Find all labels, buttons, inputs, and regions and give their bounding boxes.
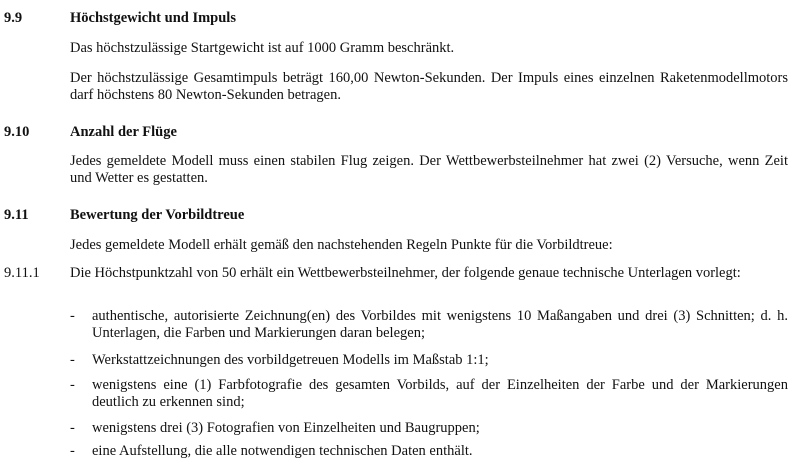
bullet-dash: - — [70, 352, 75, 368]
bullet-dash: - — [70, 443, 75, 459]
paragraph: Jedes gemeldete Modell muss einen stabilen Flug zeigen. Der Wettbewerbsteilnehmer hat zwei (2) Versuche, wenn Zeit und Wetter es gestatten. — [70, 153, 788, 186]
section-number: 9.9 — [4, 10, 23, 26]
section-title: Bewertung der Vorbildtreue — [70, 207, 245, 223]
list-item-text: eine Aufstellung, die alle notwendigen technischen Daten enthält. — [92, 443, 473, 459]
section-title: Höchstgewicht und Impuls — [70, 10, 236, 26]
subsection-intro: Die Höchstpunktzahl von 50 erhält ein Wettbewerbsteilnehmer, der folgende genaue technische Unterlagen vorlegt: — [70, 265, 741, 281]
paragraph: Der höchstzulässige Gesamtimpuls beträgt 160,00 Newton-Sekunden. Der Impuls eines einzelnen Raketenmodellmotors darf höchstens 80 Newton-Sekunden betragen. — [70, 70, 788, 103]
list-item-text: wenigstens eine (1) Farbfotografie des gesamten Vorbilds, auf der Einzelheiten der Farbe und der Markierungen deutlich zu erkennen sind; — [92, 377, 788, 410]
list-item-text: authentische, autorisierte Zeichnung(en) des Vorbildes mit wenigstens 10 Maßangaben und drei (3) Schnitten; d. h. Unterlagen, die Farben und Markierungen daran belegen; — [92, 308, 788, 341]
section-number: 9.10 — [4, 124, 30, 140]
section-title: Anzahl der Flüge — [70, 124, 177, 140]
bullet-dash: - — [70, 308, 75, 324]
subsection-number: 9.11.1 — [4, 265, 40, 281]
list-item-text: Werkstattzeichnungen des vorbildgetreuen Modells im Maßstab 1:1; — [92, 352, 489, 368]
bullet-dash: - — [70, 420, 75, 436]
paragraph: Jedes gemeldete Modell erhält gemäß den nachstehenden Regeln Punkte für die Vorbildtreue: — [70, 237, 613, 253]
paragraph: Das höchstzulässige Startgewicht ist auf 1000 Gramm beschränkt. — [70, 40, 455, 56]
list-item-text: wenigstens drei (3) Fotografien von Einzelheiten und Baugruppen; — [92, 420, 480, 436]
bullet-dash: - — [70, 377, 75, 393]
section-number: 9.11 — [4, 207, 29, 223]
